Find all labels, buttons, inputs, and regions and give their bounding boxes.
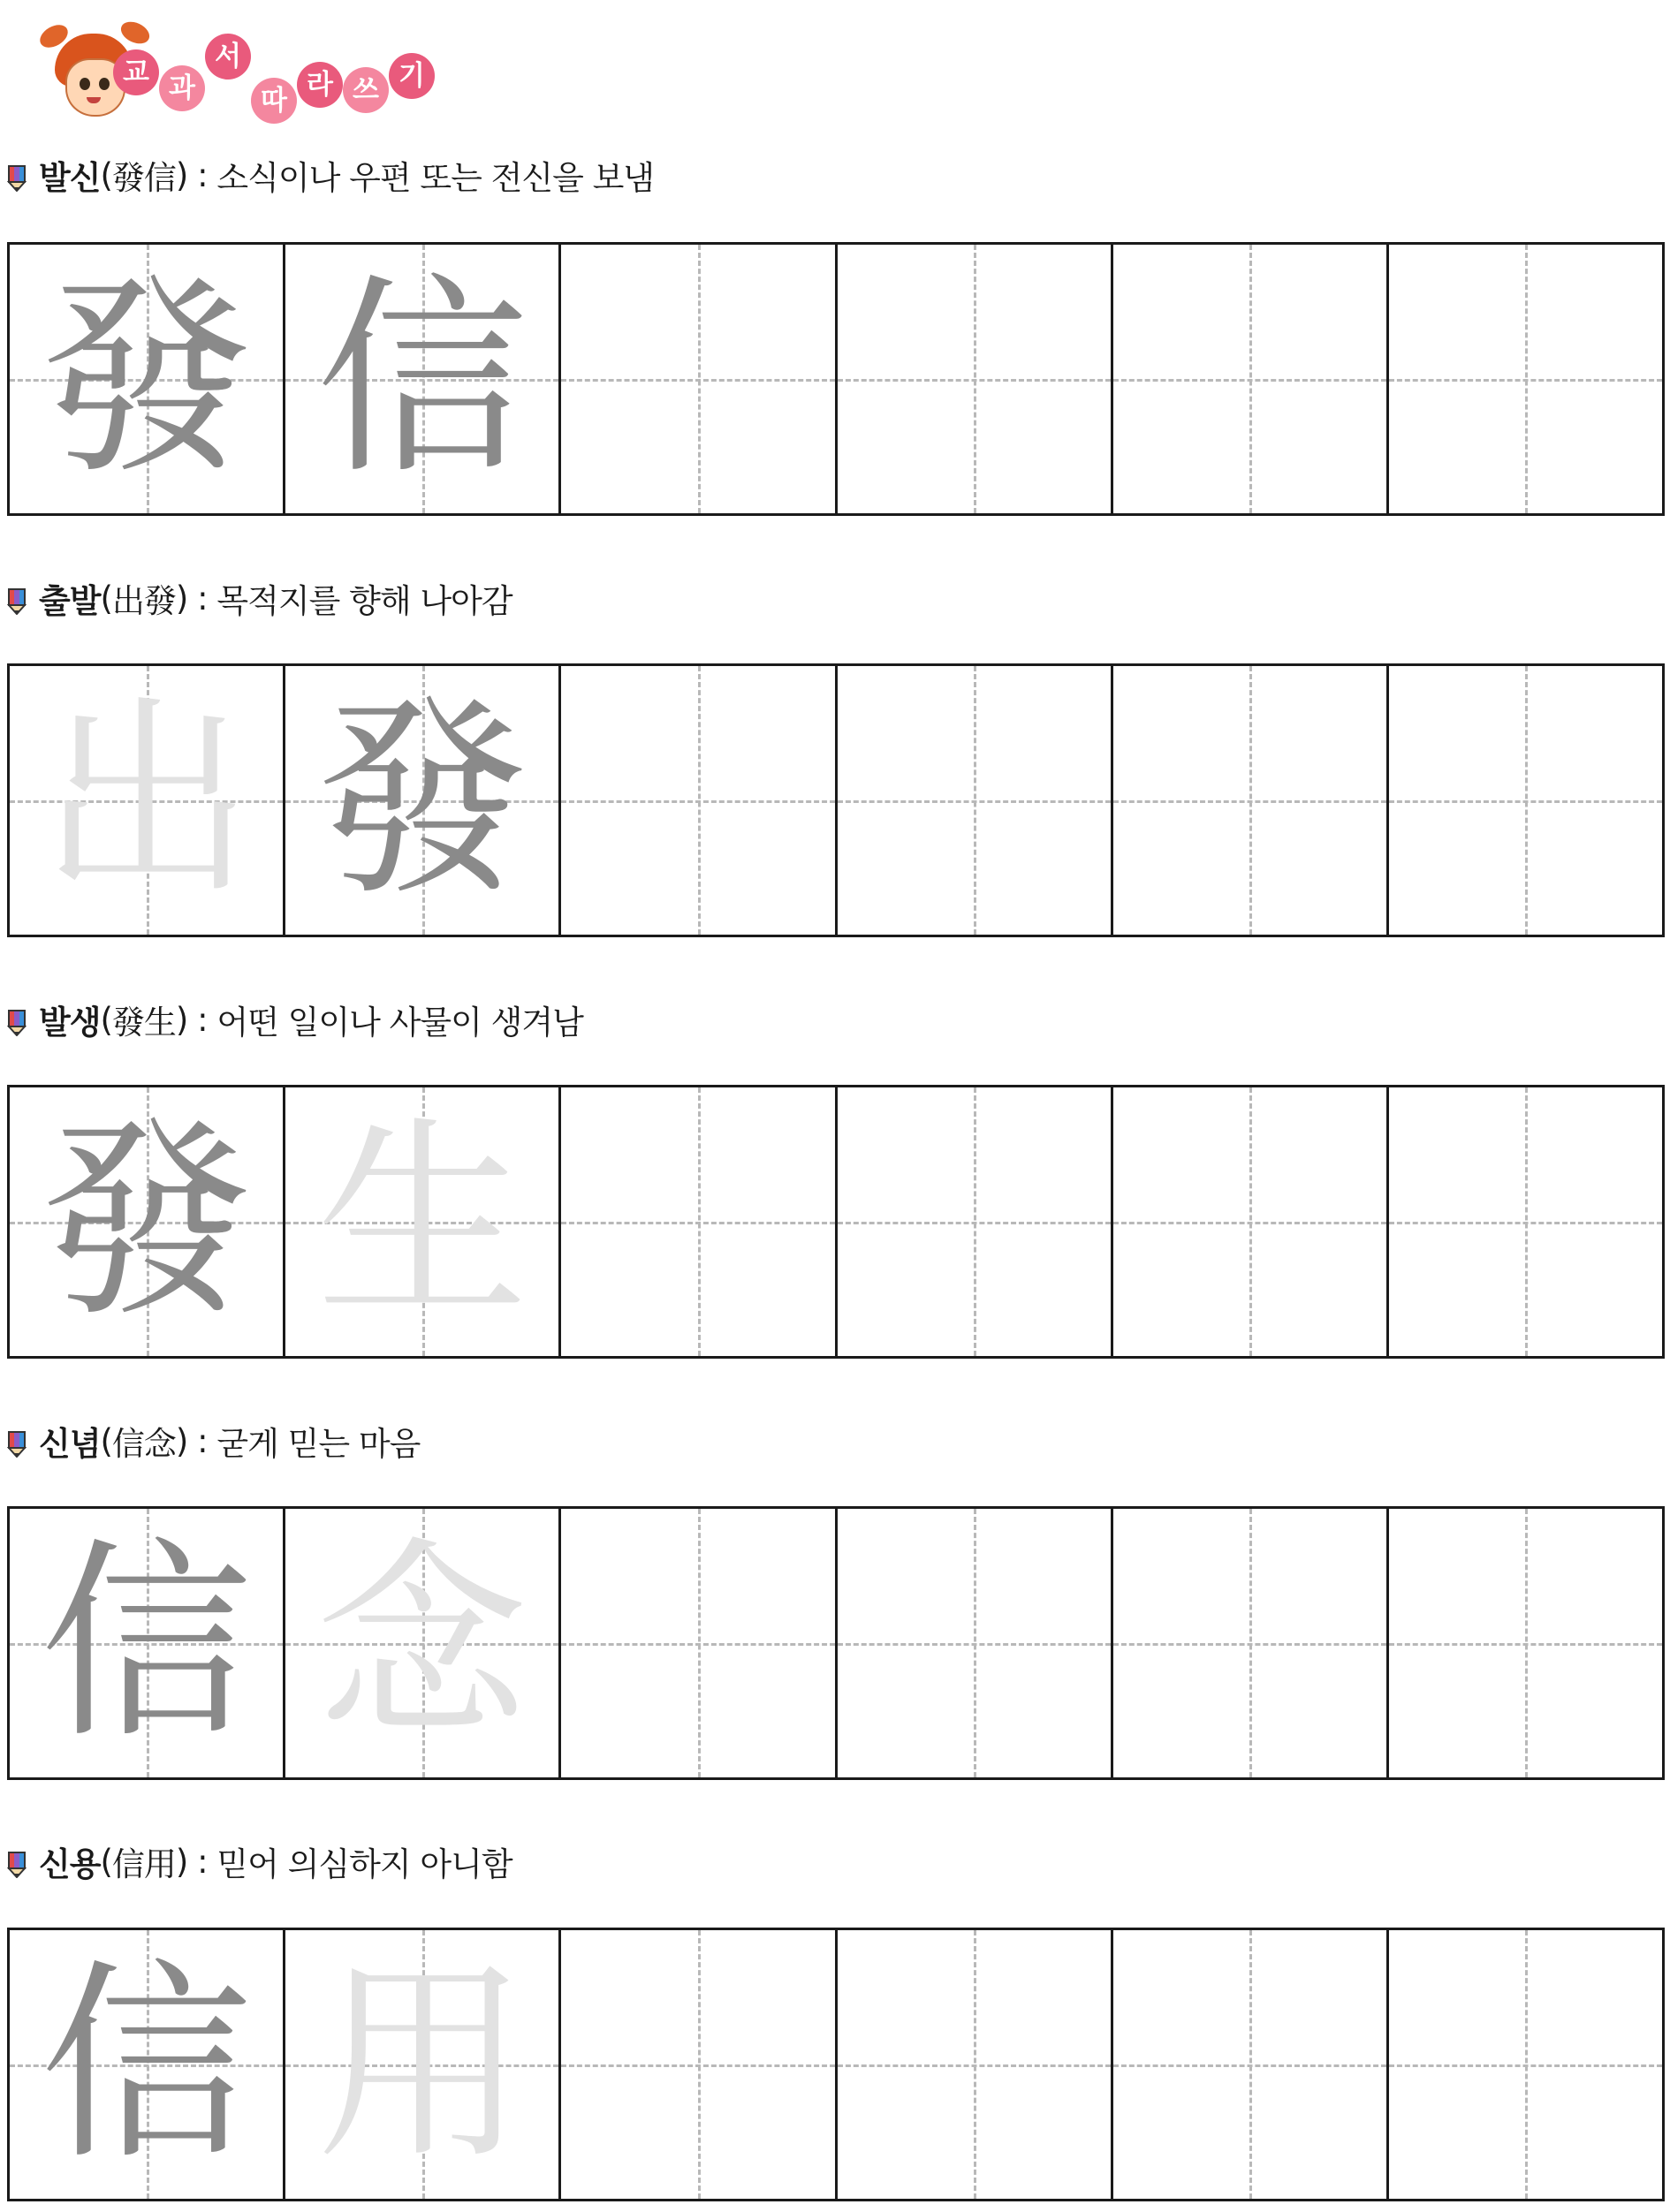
writing-cell[interactable] — [1113, 1930, 1389, 2199]
word-hanja: 信用 — [111, 1845, 176, 1883]
model-cell — [10, 1930, 285, 2199]
model-cell — [10, 245, 285, 513]
paren-close: ) — [175, 155, 188, 194]
logo-letter: 쓰 — [343, 67, 389, 113]
word-hanja: 發生 — [111, 1004, 176, 1042]
word-hanja: 出發 — [111, 582, 176, 620]
word-korean: 신념 — [39, 1425, 101, 1463]
writing-cell[interactable] — [1113, 666, 1389, 935]
horizontal-guide-line — [1389, 379, 1662, 382]
model-cell — [285, 1087, 561, 1356]
word-korean: 발생 — [39, 1004, 101, 1042]
writing-cell[interactable] — [561, 666, 837, 935]
hanja-character: 念 — [315, 1519, 528, 1767]
paren-close: ) — [175, 579, 188, 617]
hanja-character: 發 — [40, 1098, 253, 1345]
horizontal-guide-line — [561, 800, 834, 803]
horizontal-guide-line — [561, 379, 834, 382]
hanja-character: 用 — [315, 1941, 528, 2188]
horizontal-guide-line — [1113, 2064, 1386, 2067]
paren-open: ( — [100, 579, 112, 617]
paren-open: ( — [100, 155, 112, 194]
word-korean: 신용 — [39, 1845, 101, 1883]
logo-letter: 교 — [113, 49, 159, 95]
word-meaning: 목적지를 향해 나아감 — [216, 582, 512, 620]
model-cell — [285, 1509, 561, 1777]
word-hanja: 發信 — [111, 159, 176, 197]
pencil-icon — [7, 585, 27, 611]
colon-separator: : — [187, 155, 217, 194]
colon-separator: : — [187, 579, 217, 617]
hanja-character: 生 — [315, 1098, 528, 1345]
writing-cell[interactable] — [838, 1087, 1113, 1356]
writing-cell[interactable] — [1113, 1509, 1389, 1777]
section-title — [7, 998, 583, 1041]
colon-separator: : — [187, 1421, 217, 1460]
horizontal-guide-line — [1389, 1222, 1662, 1224]
model-cell — [10, 1087, 285, 1356]
practice-grid — [7, 1506, 1665, 1780]
horizontal-guide-line — [838, 379, 1111, 382]
horizontal-guide-line — [1389, 2064, 1662, 2067]
model-cell — [285, 1930, 561, 2199]
pencil-icon — [7, 162, 27, 188]
horizontal-guide-line — [561, 2064, 834, 2067]
practice-grid — [7, 1085, 1665, 1359]
pencil-icon — [7, 1006, 27, 1033]
hanja-character: 發 — [40, 255, 253, 503]
pencil-icon — [7, 1428, 27, 1454]
hanja-character: 信 — [40, 1941, 253, 2188]
writing-cell[interactable] — [561, 1930, 837, 2199]
paren-close: ) — [175, 1421, 188, 1460]
word-meaning: 굳게 믿는 마음 — [216, 1425, 421, 1463]
writing-cell[interactable] — [1389, 245, 1662, 513]
model-cell — [10, 666, 285, 935]
horizontal-guide-line — [838, 1222, 1111, 1224]
practice-grid — [7, 242, 1665, 516]
writing-cell[interactable] — [1113, 1087, 1389, 1356]
horizontal-guide-line — [1389, 1643, 1662, 1646]
hanja-character: 信 — [40, 1519, 253, 1767]
pencil-icon — [7, 1848, 27, 1875]
word-meaning: 믿어 의심하지 아니함 — [216, 1845, 512, 1883]
paren-close: ) — [175, 1000, 188, 1039]
writing-cell[interactable] — [838, 1930, 1113, 2199]
horizontal-guide-line — [838, 800, 1111, 803]
hanja-character: 發 — [315, 677, 528, 924]
practice-grid — [7, 1928, 1665, 2201]
horizontal-guide-line — [1113, 1222, 1386, 1224]
horizontal-guide-line — [1113, 1643, 1386, 1646]
hanja-character: 信 — [315, 255, 528, 503]
writing-cell[interactable] — [1389, 1087, 1662, 1356]
word-meaning: 소식이나 우편 또는 전신을 보냄 — [216, 159, 655, 197]
horizontal-guide-line — [838, 1643, 1111, 1646]
word-hanja: 信念 — [111, 1425, 176, 1463]
word-korean: 출발 — [39, 582, 101, 620]
writing-cell[interactable] — [1389, 666, 1662, 935]
horizontal-guide-line — [838, 2064, 1111, 2067]
practice-grid — [7, 663, 1665, 937]
horizontal-guide-line — [1389, 800, 1662, 803]
section-title — [7, 577, 512, 619]
section-title — [7, 154, 654, 196]
section-title — [7, 1840, 512, 1882]
colon-separator: : — [187, 1000, 217, 1039]
paren-close: ) — [175, 1842, 188, 1881]
horizontal-guide-line — [561, 1222, 834, 1224]
logo-letter: 기 — [389, 53, 435, 99]
horizontal-guide-line — [561, 1643, 834, 1646]
writing-cell[interactable] — [1389, 1930, 1662, 2199]
writing-cell[interactable] — [561, 1087, 837, 1356]
logo-letter: 서 — [205, 34, 251, 80]
model-cell — [285, 666, 561, 935]
writing-cell[interactable] — [838, 666, 1113, 935]
paren-open: ( — [100, 1000, 112, 1039]
writing-cell[interactable] — [838, 1509, 1113, 1777]
logo-letter: 과 — [159, 65, 205, 111]
section-title — [7, 1420, 420, 1462]
logo-letter: 라 — [297, 62, 343, 108]
writing-cell[interactable] — [561, 245, 837, 513]
writing-cell[interactable] — [561, 1509, 837, 1777]
horizontal-guide-line — [1113, 800, 1386, 803]
writing-cell[interactable] — [1389, 1509, 1662, 1777]
writing-cell[interactable] — [838, 245, 1113, 513]
horizontal-guide-line — [1113, 379, 1386, 382]
writing-cell[interactable] — [1113, 245, 1389, 513]
word-meaning: 어떤 일이나 사물이 생겨남 — [216, 1004, 583, 1042]
model-cell — [285, 245, 561, 513]
paren-open: ( — [100, 1842, 112, 1881]
paren-open: ( — [100, 1421, 112, 1460]
colon-separator: : — [187, 1842, 217, 1881]
hanja-character: 出 — [40, 677, 253, 924]
model-cell — [10, 1509, 285, 1777]
header-logo — [25, 7, 484, 122]
word-korean: 발신 — [39, 159, 101, 197]
logo-letter: 따 — [251, 78, 297, 124]
